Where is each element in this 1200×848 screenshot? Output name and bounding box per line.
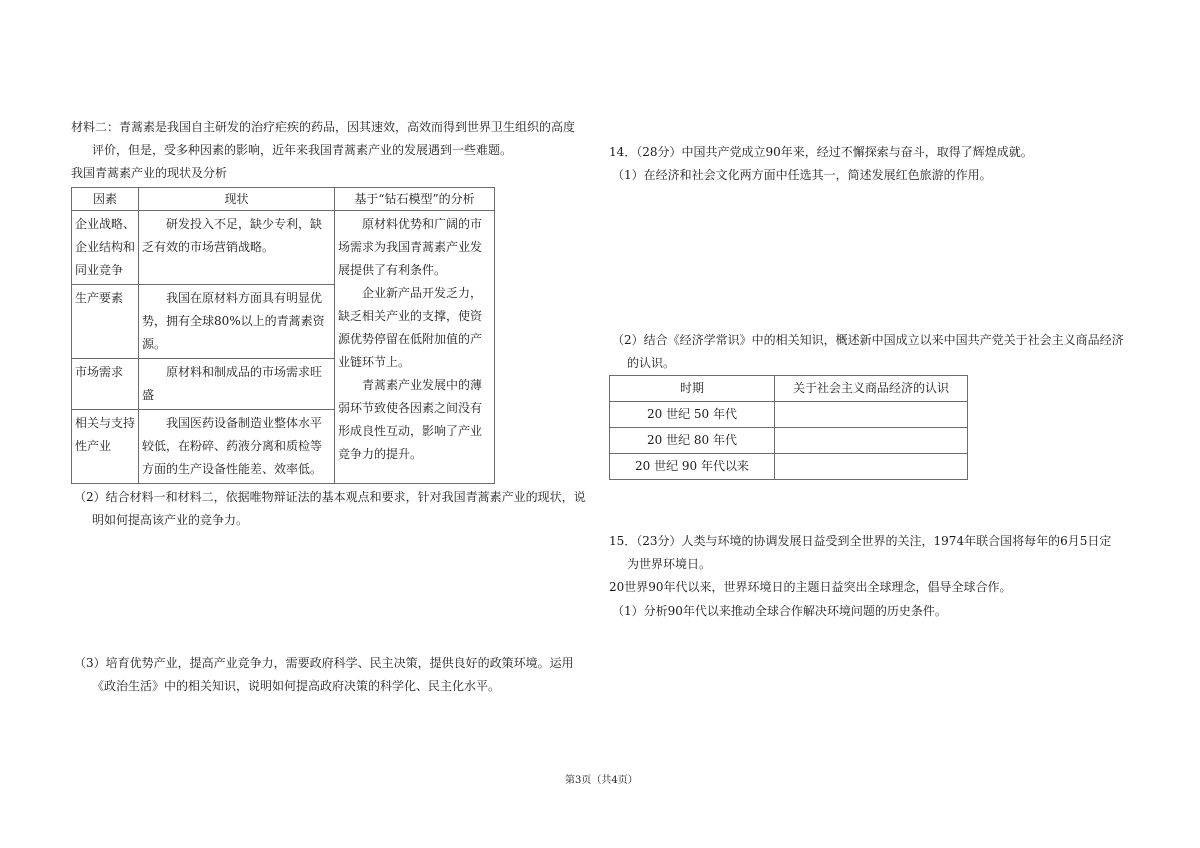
- q15-part1: （1）分析90年代以来推动全球合作解决环境问题的历史条件。: [612, 604, 947, 618]
- material2-line2: 评价，但是，受多种因素的影响，近年来我国青蒿素产业的发展遇到一些难题。: [92, 143, 513, 157]
- analysis-para: 企业新产品开发乏力，缺乏相关产业的支撑，使资源优势停留在低附加值的产业链环节上。: [338, 286, 483, 369]
- q14-part2-line1: （2）结合《经济学常识》中的相关知识，概述新中国成立以来中国共产党关于社会主义商品经济: [612, 333, 1124, 347]
- q3-line1: （3）培育优势产业，提高产业竞争力，需要政府科学、民主决策，提供良好的政策环境。运用: [74, 656, 574, 670]
- header-understanding: 关于社会主义商品经济的认识: [775, 376, 968, 402]
- q3-line2: 《政治生活》中的相关知识，说明如何提高政府决策的科学化、民主化水平。: [92, 679, 501, 693]
- row-status: 我国医药设备制造业整体水平较低，在粉碎、药液分离和质检等方面的生产设备性能差、效率低。: [142, 416, 323, 476]
- header-status: 现状: [139, 188, 335, 211]
- answer-cell[interactable]: [775, 402, 968, 428]
- q14-part2-line2: 的认识。: [627, 356, 676, 370]
- material2-line1: 材料二：青蒿素是我国自主研发的治疗疟疾的药品，因其速效，高效而得到世界卫生组织的高度: [71, 120, 576, 134]
- period-cell: 20 世纪 90 年代以来: [610, 454, 775, 480]
- header-analysis: 基于“钻石模型”的分析: [335, 188, 495, 211]
- answer-cell[interactable]: [775, 454, 968, 480]
- industry-analysis-table: [71, 187, 495, 484]
- q15-line1: 15．（23分）人类与环境的协调发展日益受到全世界的关注，1974年联合国将每年的6月5日定: [609, 534, 1112, 548]
- q2-line2: 明如何提高该产业的竞争力。: [92, 513, 249, 527]
- q2-line1: （2）结合材料一和材料二，依据唯物辩证法的基本观点和要求，针对我国青蒿素产业的现状，说: [74, 490, 586, 504]
- q14-part1: （1）在经济和社会文化两方面中任选其一，简述发展红色旅游的作用。: [612, 168, 992, 182]
- row-status: 原材料和制成品的市场需求旺盛: [142, 365, 323, 402]
- q15-line2: 为世界环境日。: [627, 557, 712, 571]
- row-factor: 市场需求: [75, 365, 124, 379]
- table-caption: 我国青蒿素产业的现状及分析: [71, 166, 228, 180]
- q14-title: 14．（28分）中国共产党成立90年来，经过不懈探索与奋斗，取得了辉煌成就。: [609, 145, 1033, 159]
- analysis-cell: [335, 211, 494, 468]
- header-period: 时期: [610, 376, 775, 402]
- page-number: 第3页（共4页）: [565, 775, 638, 786]
- answer-cell[interactable]: [775, 428, 968, 454]
- commodity-economy-table: [609, 375, 968, 480]
- row-factor: 企业战略、企业结构和同业竞争: [75, 217, 136, 277]
- header-factor: 因素: [72, 188, 139, 211]
- row-status: 研发投入不足，缺少专利，缺乏有效的市场营销战略。: [142, 217, 323, 254]
- period-cell: 20 世纪 50 年代: [610, 402, 775, 428]
- analysis-para: 原材料优势和广阔的市场需求为我国青蒿素产业发展提供了有利条件。: [338, 217, 483, 277]
- analysis-para: 青蒿素产业发展中的薄弱环节致使各因素之间没有形成良性互动，影响了产业竞争力的提升。: [338, 378, 483, 461]
- row-factor: 生产要素: [75, 291, 124, 305]
- row-factor: 相关与支持性产业: [75, 416, 136, 453]
- period-cell: 20 世纪 80 年代: [610, 428, 775, 454]
- row-status: 我国在原材料方面具有明显优势，拥有全球80%以上的青蒿素资源。: [142, 291, 325, 351]
- q15-line3: 20世界90年代以来，世界环境日的主题日益突出全球理念，倡导全球合作。: [609, 580, 1012, 594]
